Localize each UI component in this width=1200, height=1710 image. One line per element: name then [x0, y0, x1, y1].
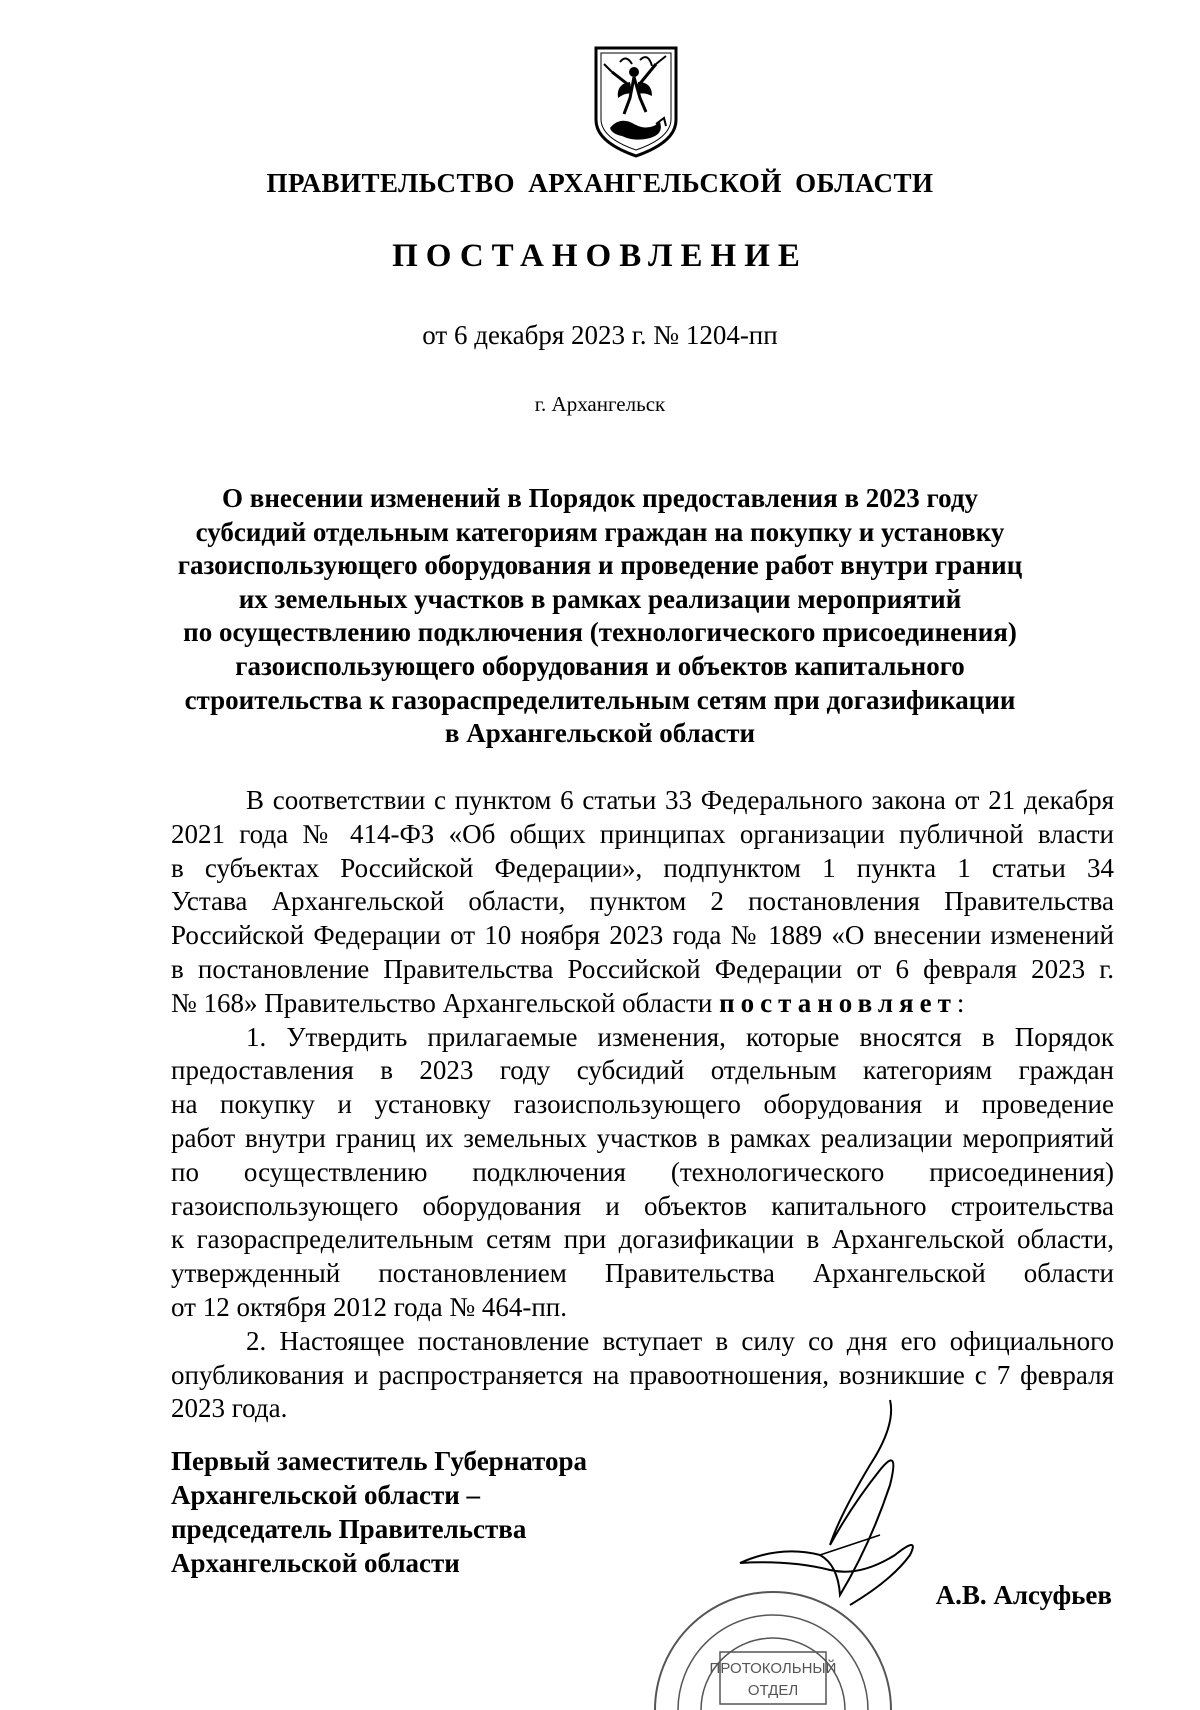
- item2-line: опубликования и распространяется на правоотношения, возникшие с 7 февраля: [171, 1359, 1114, 1390]
- item2-line: 2023 года.: [171, 1393, 288, 1424]
- signatory-title: [171, 1444, 587, 1580]
- item1-line: на покупку и установку газоиспользующего оборудования и проведение: [171, 1089, 1114, 1120]
- item1-line: газоиспользующего оборудования и объектов капитального строительства: [171, 1190, 1114, 1221]
- item1-line: по осуществлению подключения (технологического присоединения): [171, 1156, 1114, 1187]
- document-type: ПОСТАНОВЛЕНИЕ: [392, 238, 808, 274]
- item1-line: к газораспределительным сетям при догазификации в Архангельской области,: [171, 1224, 1114, 1255]
- document-city: г. Архангельск: [534, 392, 666, 416]
- signatory-title-line: Архангельской области: [171, 1548, 460, 1578]
- preamble-last-tail: :: [956, 987, 965, 1018]
- preamble-line: в постановление Правительства Российской Федерации от 6 февраля 2023 г.: [171, 953, 1114, 984]
- preamble-line: Устава Архангельской области, пунктом 2 постановления Правительства: [171, 886, 1114, 917]
- seal-text-top: ПРОТОКОЛЬНЫЙ: [709, 1660, 837, 1677]
- subject-line: в Архангельской области: [444, 718, 756, 749]
- seal-text-bottom: ОТДЕЛ: [747, 1682, 799, 1699]
- item1-line: 1. Утвердить прилагаемые изменения, которые вносятся в Порядок: [246, 1021, 1114, 1052]
- item1-line: утвержденный постановлением Правительства Архангельской области: [171, 1258, 1114, 1289]
- subject-line: О внесении изменений в Порядок предоставления в 2023 году: [221, 483, 978, 513]
- subject-line: их земельных участков в рамках реализации мероприятий: [238, 583, 962, 614]
- item1-line: предоставления в 2023 году субсидий отдельным категориям граждан: [171, 1055, 1114, 1086]
- subject-line: газоиспользующего оборудования и проведение работ внутри границ: [177, 550, 1023, 581]
- signatory-title-line: председатель Правительства: [171, 1514, 527, 1544]
- preamble-line: Российской Федерации от 10 ноября 2023 года № 1889 «О внесении изменений: [171, 920, 1114, 951]
- item2-line: 2. Настоящее постановление вступает в силу со дня его официального: [246, 1325, 1114, 1356]
- signatory-title-line: Первый заместитель Губернатора: [171, 1446, 587, 1476]
- preamble-line: [171, 987, 1114, 1021]
- preamble-last-text: № 168» Правительство Архангельской области: [171, 987, 720, 1018]
- item1-line: от 12 октября 2012 года № 464-пп.: [171, 1291, 567, 1322]
- subject-line: строительства к газораспределительным сетям при догазификации: [184, 684, 1016, 715]
- subject-line: субсидий отдельным категориям граждан на покупку и установку: [195, 516, 1005, 547]
- official-seal: [648, 1560, 898, 1710]
- document-body: [171, 784, 1114, 1426]
- subject-line: по осуществлению подключения (технологического присоединения): [183, 617, 1017, 648]
- preamble-line: 2021 года № 414-ФЗ «Об общих принципах организации публичной власти: [171, 818, 1114, 849]
- preamble-line: в субъектах Российской Федерации», подпунктом 1 пункта 1 статьи 34: [171, 852, 1114, 883]
- document-subject: [150, 482, 1050, 751]
- coat-of-arms-icon: [590, 42, 682, 162]
- item1-line: работ внутри границ их земельных участков в рамках реализации мероприятий: [171, 1122, 1114, 1153]
- organization-name: ПРАВИТЕЛЬСТВО АРХАНГЕЛЬСКОЙ ОБЛАСТИ: [266, 168, 934, 198]
- resolution-keyword: постановляет: [719, 987, 957, 1018]
- preamble-line: В соответствии с пунктом 6 статьи 33 Федерального закона от 21 декабря: [246, 785, 1114, 815]
- signatory-name: А.В. Алсуфьев: [935, 1580, 1112, 1610]
- subject-line: газоиспользующего оборудования и объектов капитального: [235, 650, 965, 681]
- document-date-number: от 6 декабря 2023 г. № 1204-пп: [422, 320, 778, 350]
- signatory-title-line: Архангельской области –: [171, 1480, 481, 1510]
